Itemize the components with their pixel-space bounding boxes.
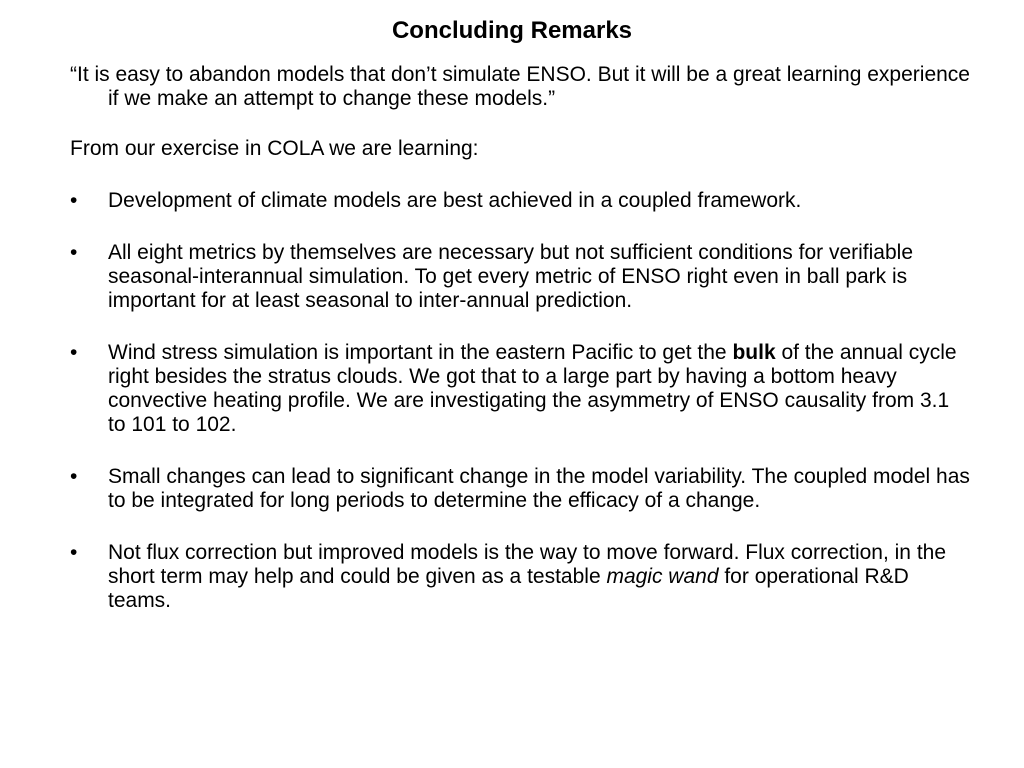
bullet-list <box>70 189 970 613</box>
bullet-italic-phrase: magic wand <box>606 565 719 588</box>
bullet-text-end: of the annual cycle right besides the stratus clouds. We got that to a large part by having a bottom heavy convective heating profile. We are investigating the asymmetry of ENSO causality from 3.1 to 101 to 102. <box>108 341 957 436</box>
slide-title: Concluding Remarks <box>391 17 633 44</box>
bullet-text-end: for operational R&D teams. <box>108 565 909 612</box>
bullet-dot: • <box>70 189 78 212</box>
bullet-item <box>70 189 970 213</box>
intro-paragraph: From our exercise in COLA we are learning: <box>70 137 479 160</box>
bullet-dot: • <box>70 241 78 264</box>
bullet-item <box>70 241 970 313</box>
bullet-item <box>70 541 970 613</box>
bullet-dot: • <box>70 465 78 488</box>
bullet-item <box>70 341 970 437</box>
bullet-text-start: Not flux correction but improved models is the way to move forward. Flux correction, in the short term may help and could be given as a testable <box>108 541 947 588</box>
bullet-dot: • <box>70 541 78 564</box>
bullet-text-start: Wind stress simulation is important in the eastern Pacific to get the <box>108 341 733 364</box>
slide-body <box>70 63 970 613</box>
bullet-text: Small changes can lead to significant change in the model variability. The coupled model has to be integrated for long periods to determine the efficacy of a change. <box>108 465 970 512</box>
bullet-bold-word: bulk <box>732 341 776 364</box>
bullet-text: All eight metrics by themselves are necessary but not sufficient conditions for verifiable seasonal-interannual simulation. To get every metric of ENSO right even in ball park is important for at least seasonal to inter-annual prediction. <box>108 241 913 312</box>
bullet-item <box>70 465 970 513</box>
bullet-text: Development of climate models are best achieved in a coupled framework. <box>108 189 802 212</box>
bullet-dot: • <box>70 341 78 364</box>
quote-paragraph: “It is easy to abandon models that don’t simulate ENSO. But it will be a great learning experience if we make an attempt to change these models.” <box>70 63 970 110</box>
